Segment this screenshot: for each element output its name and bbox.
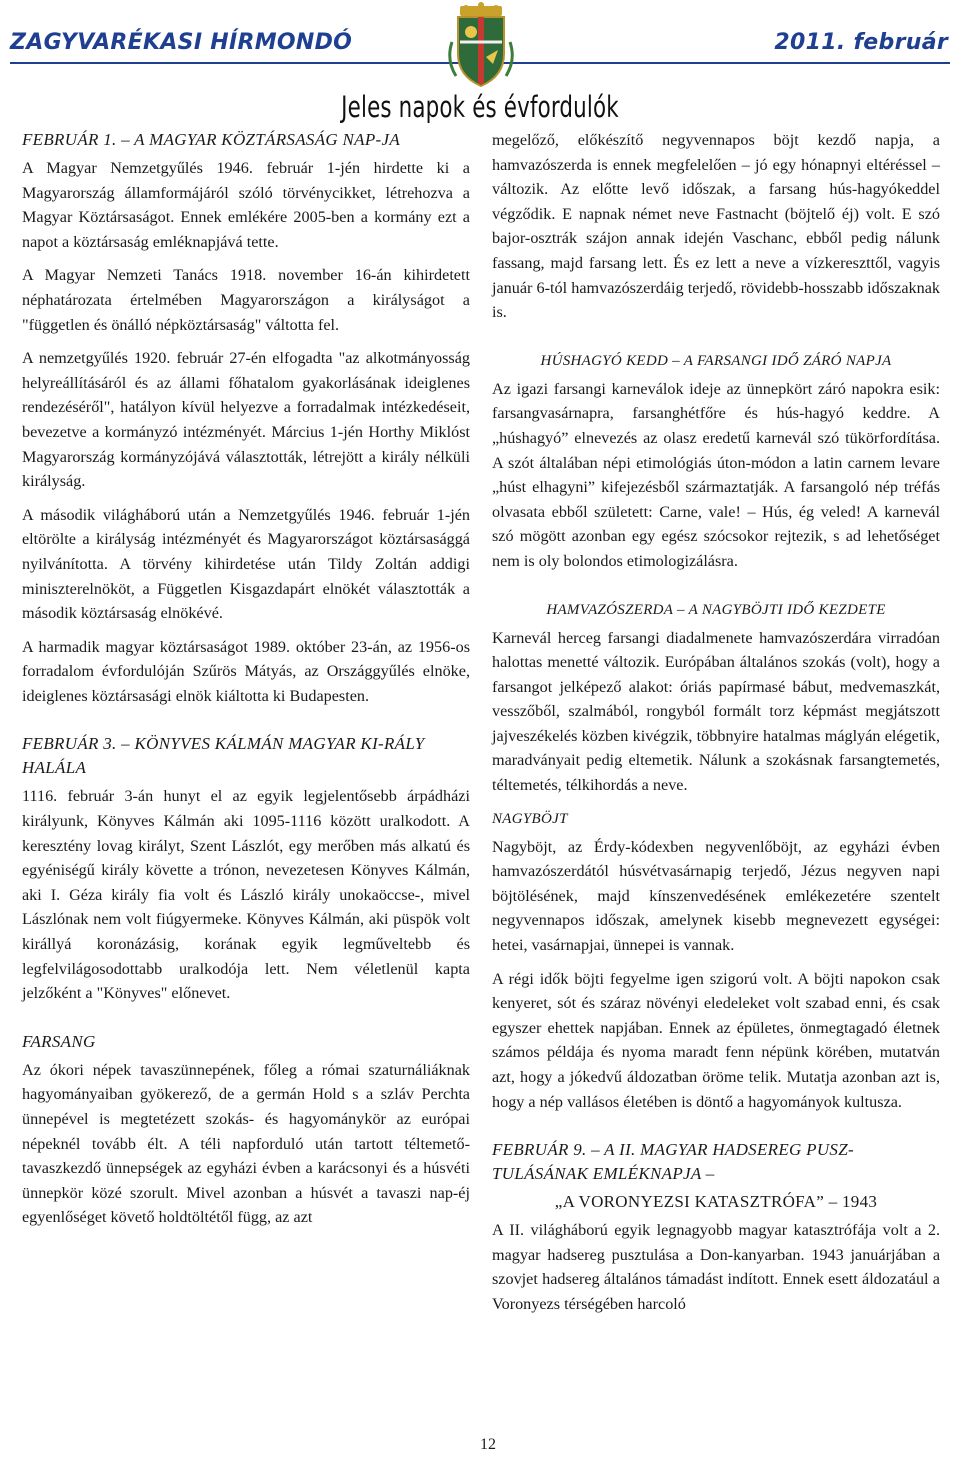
heading-farsang: FARSANG <box>22 1031 96 1051</box>
subheading-voronyezs: „A VORONYEZSI KATASZTRÓFA” – 1943 <box>554 1192 878 1212</box>
heading-konyves-kalman: FEBRUÁR 3. – KÖNYVES KÁLMÁN MAGYAR KI-RÁLY HALÁLA <box>22 734 425 778</box>
paragraph: A Magyar Nemzetgyűlés 1946. február 1-jén hirdette ki a Magyarország államformájáról szóló törvénycikket, létrehozva a Magyar Köztársaságot. Ennek emlékére 2005-ben a kormány ezt a napot a köztársaság emléknapjává tette. <box>22 159 470 251</box>
heading-hushagyo-kedd: HÚSHAGYÓ KEDD – A FARSANGI IDŐ ZÁRÓ NAPJA <box>540 352 892 369</box>
paragraph: Az ókori népek tavaszünnepének, főleg a római szaturnáliáknak hagyományaiban gyökerező, de a germán Hold s a szláv Perchta ünnepével is megtetézett szokás- és hagyománykör az európai népeknél tovább élt. A téli napforduló után tartott téltemető-tavaszkezdő ünnepségek az egyházi évben a karácsonyi és a húsvéti ünnepkör közé szorult. Mivel azonban a húsvét a tavaszi nap-éj egyenlőséget követő holdtöltétől függ, az azt <box>22 1060 470 1227</box>
paragraph: A második világháború után a Nemzetgyűlés 1946. február 1-jén eltörölte a királyság intézményét és Magyarországot köztársasággá nyilvánította. A törvény kihirdetése után Tildy Zoltán addigi miniszterelnököt, a Független Kisgazdapárt elnökét választották a második köztársaság elnökévé. <box>22 505 470 623</box>
paragraph: A harmadik magyar köztársaságot 1989. október 23-án, az 1956-os forradalom évfordulóján Szűrös Mátyás, az Országgyűlés elnöke, ideiglenes köztársasági elnök kiáltotta ki Budapesten. <box>22 637 470 705</box>
heading-nagybojt: NAGYBÖJT <box>492 810 568 827</box>
page-number: 12 <box>480 1436 496 1453</box>
paragraph: A II. világháború egyik legnagyobb magyar katasztrófája volt a 2. magyar hadsereg pusztulása a Don-kanyarban. 1943 januárjában a szovjet hadsereg általános támadást indított. Ennek esett áldozatául a Voronyezs térségében harcoló <box>492 1221 940 1313</box>
paragraph: Az igazi farsangi karneválok ideje az ünnepkört záró napokra esik: farsangvasárnapra, farsanghétfőre és hús-hagyó keddre. A „húshagyó” elnevezés az olasz eredetű karnevál szó tükörfordítása. A szót általában népi etimológiás úton-módon a latin carnem levare „húst elhagyni” kifejezésből származtatják. A farsangoló nép tréfás olvasata ebből született: Carne, vale! – Hús, ég veled! A karnevál szó mögött azonban egy egész szócsokor rejtezik, s ad lehetőséget nem is oly bolondos etimologizálásra. <box>492 379 940 570</box>
paragraph: Karnevál herceg farsangi diadalmenete hamvazószerdára virradóan halottas menetté változik. Európában általános szokás (volt), hogy a farsangot jelképező alakot: óriás papírmasé bábut, medvemaszkát, vesszőből, szalmából, rongyból formált torz képmást megjátszott jajveszékelés közben kivégzik, többnyire hatalmas máglyán elégetik, maradványait pedig eltemetik. Nálunk a szokásnak farsangtemetés, téltemetés, télkihordás a neve. <box>492 628 940 795</box>
paragraph: Nagyböjt, az Érdy-kódexben negyvenlőböjt, az egyházi évben hamvazószerdától húsvétvasárnapig terjedő, Jézus negyven napi böjtölésének, majd kínszenvedésének emlékezetére szentelt negyvennapos időszak, amelynek kisebb megnevezett egységei: hetei, vasárnapjai, ünnepei is vannak. <box>492 837 940 955</box>
publication-title: ZAGYVARÉKASI HÍRMONDÓ <box>10 30 353 55</box>
left-column <box>22 128 470 1239</box>
paragraph: 1116. február 3-án hunyt el az egyik legjelentősebb árpádházi királyunk, Könyves Kálmán aki 1095-1116 között uralkodott. A keresztény lovag királyt, Szent Lászlót, egy merőben más alkatú és egyéniségű király követte a trónon, nevezetesen Könyves Kálmán, aki I. Géza király fia volt és László király unokaöccse-, mivel Lászlónak nem volt fiúgyermeke. Könyves Kálmán, aki püspök volt királlyá koronázásig, korának egyik legműveltebb és legfelvilágosodottabb uralkodója lett. Nem véletlenül kapta jelzőként a "Könyves" előnevet. <box>22 787 470 1003</box>
paragraph: A Magyar Nemzeti Tanács 1918. november 16-án kihirdetett néphatározata értelmében Magyarországon a királyságot a "független és önálló népköztársaság" váltotta fel. <box>22 266 470 334</box>
heading-republic-day: FEBRUÁR 1. – A MAGYAR KÖZTÁRSASÁG NAP-JA <box>22 130 400 149</box>
paragraph: A régi idők böjti fegyelme igen szigorú volt. A böjti napokon csak kenyeret, sót és száraz növényi eledeleket volt szabad enni, és csak egyszer ehettek napjában. Ennek az épületes, önmegtagadó életnek számos példája és nyoma maradt fenn népünk körében, mutatván azt, hogy a jókedvű áldozatban öröme telik. Mutatja azonban azt is, hogy a nép vallásos életében is döntő a hagyományok kultusza. <box>492 969 940 1111</box>
paragraph: megelőző, előkészítő negyvennapos böjt kezdő napja, a hamvazószerda is ennek megfelelően – jó egy hónapnyi eltéréssel – változik. Az előtte levő időszak, a farsang hús-hagyókeddel végződik. E napnak német neve Fastnacht (böjtelő éj) volt. E szó bajor-osztrák szájon annak idején Vaschanc, ebből pedig nálunk fassang, majd farsang lett. És ez lett a neve a vízkereszttől, vagyis január 6-tól hamvazószerdáig terjedő, rövidebb-hosszabb időszaknak is. <box>492 131 940 322</box>
paragraph: A nemzetgyűlés 1920. február 27-én elfogadta "az alkotmányosság helyreállításáról és az állami főhatalom gyakorlásának ideiglenes rendezéséről", hatályon kívül helyezve a forradalmak intézkedéseit, bevezetve a kormányzó intézményét. Március 1-jén Horthy Miklóst Magyarország kormányzójává választották, létrejött a király nélküli királyság. <box>22 349 470 491</box>
right-column <box>492 128 940 1326</box>
coat-of-arms-icon <box>446 2 516 92</box>
heading-voronyezs: FEBRUÁR 9. – A II. MAGYAR HADSEREG PUSZ-TULÁSÁNAK EMLÉKNAPJA – <box>492 1140 854 1184</box>
section-title: Jeles napok és évfordulók <box>341 90 619 124</box>
heading-hamvazoszerda: HAMVAZÓSZERDA – A NAGYBÖJTI IDŐ KEZDETE <box>546 601 886 618</box>
issue-date: 2011. február <box>774 30 948 55</box>
